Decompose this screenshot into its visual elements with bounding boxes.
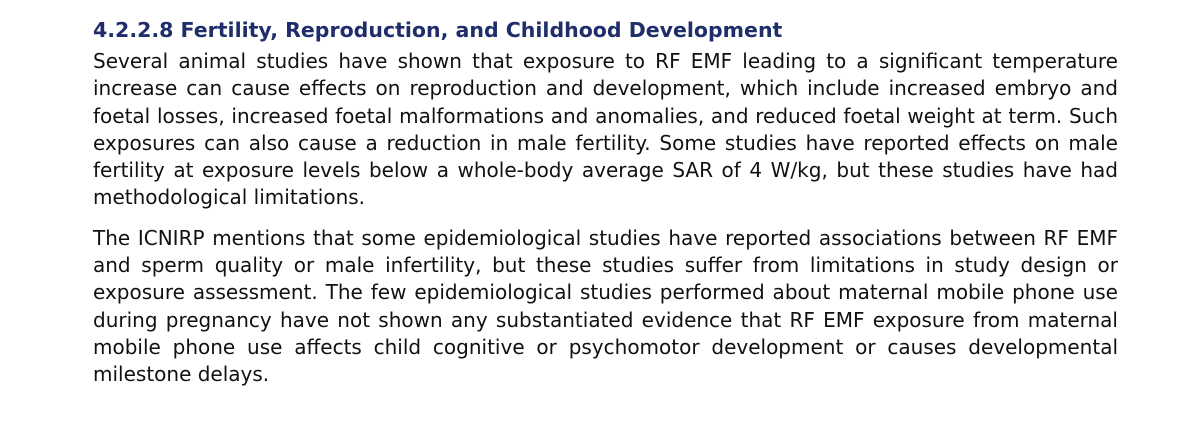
body-paragraph-2: The ICNIRP mentions that some epidemiological studies have reported associations between RF EMF and sperm quality or male infertility, but these studies suffer from limitations in study design or exposure assessment. The few epidemiological studies performed about maternal mobile phone use during pregnancy have not shown any substantiated evidence that RF EMF exposure from maternal mobile phone use affects child cognitive or psychomotor development or causes developmental milestone delays. [93,225,1118,387]
document-page [93,16,1118,389]
body-paragraph-1: Several animal studies have shown that exposure to RF EMF leading to a significant temperature increase can cause effects on reproduction and development, which include increased embryo and foetal losses, increased foetal malformations and anomalies, and reduced foetal weight at term. Such exposures can also cause a reduction in male fertility. Some studies have reported effects on male fertility at exposure levels below a whole-body average SAR of 4 W/kg, but these studies have had methodological limitations. [93,49,1118,210]
section-heading: 4.2.2.8 Fertility, Reproduction, and Childhood Development [93,18,783,42]
